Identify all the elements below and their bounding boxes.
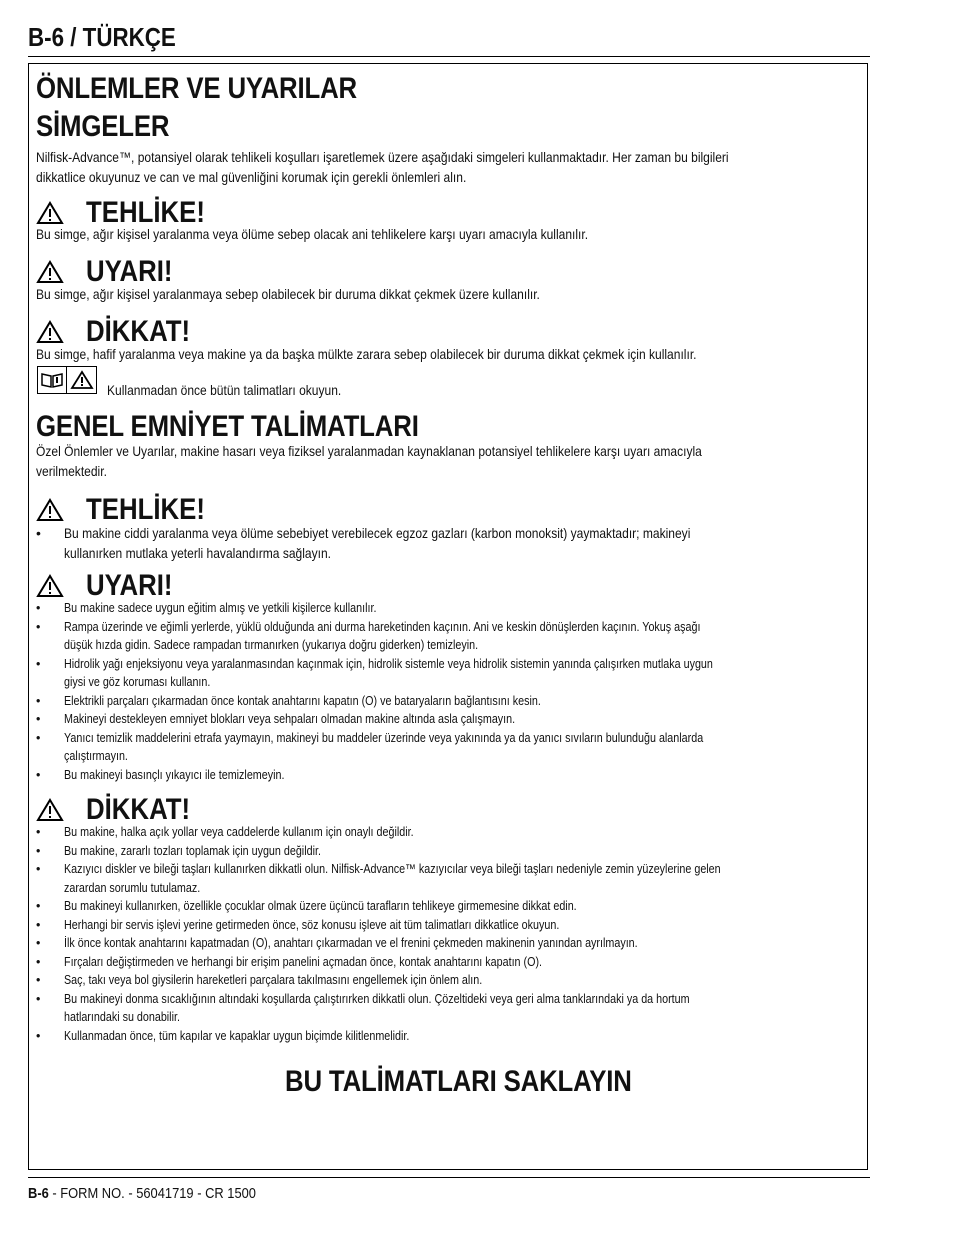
list-item: • Bu makineyi basınçlı yıkayıcı ile temizlemeyin. — [36, 767, 285, 782]
general-safety-text: Özel Önlemler ve Uyarılar, makine hasarı veya fiziksel yaralanmadan kaynaklanan potansiyel tehlikelere karşı uyarı amacıyla verilmektedir. — [36, 443, 702, 479]
warning-triangle-icon — [36, 320, 64, 344]
caution-list — [36, 823, 828, 1045]
symbol-caution-text: Bu simge, hafif yaralanma veya makine ya da başka mülkte zarara sebep olabilecek bir duruma dikkat çekmek için kullanılır. — [36, 346, 697, 362]
symbol-caution-heading: DİKKAT! — [36, 315, 207, 349]
list-item: • Bu makineyi kullanırken, özellikle çocuklar olmak üzere üçüncü tarafların tehlikeye girmemesine dikkat edin. — [36, 899, 577, 913]
list-item: • Bu makine sadece uygun eğitim almış ve yetkili kişilerce kullanılır. — [36, 601, 377, 615]
book-icon — [37, 366, 67, 394]
danger-list — [36, 523, 792, 563]
caution-heading: DİKKAT! — [36, 793, 207, 827]
symbol-danger-heading: TEHLİKE! — [36, 196, 224, 230]
symbol-warning-text: Bu simge, ağır kişisel yaralanmaya sebep olabilecek bir duruma dikkat çekmek üzere kullanılır. — [36, 286, 540, 302]
warning-triangle-icon — [67, 366, 97, 394]
list-item: • Yanıcı temizlik maddelerini etrafa yaymayın, makineyi bu maddeler üzerinde veya yakınında ya da yanıcı sıvıların bulunduğu alanlarda çalıştırmayın. — [36, 730, 704, 763]
read-manual-row — [37, 366, 379, 398]
symbol-warning-heading: UYARI! — [36, 255, 187, 289]
list-item: • Herhangi bir servis işlevi yerine getirmeden önce, söz konusu işleve ait tüm talimatları dikkatlice okuyun. — [36, 917, 560, 932]
save-instructions-title: BU TALİMATLARI SAKLAYIN — [285, 1065, 632, 1098]
general-safety-title: GENEL EMNİYET TALİMATLARI — [36, 410, 419, 443]
list-item: • Bu makine ciddi yaralanma veya ölüme sebebiyet verebilecek egzoz gazları (karbon monoksit) yaymaktadır; makineyi kullanırken mutlaka yeterli havalandırma sağlayın. — [36, 525, 691, 561]
list-item: • İlk önce kontak anahtarını kapatmadan (O), anahtarı çıkarmadan ve el frenini çekmeden makinenin yanından ayrılmayın. — [36, 936, 638, 950]
list-item: • Hidrolik yağı enjeksiyonu veya yaralanmasından kaçınmak için, hidrolik sistemle veya hidrolik sistemin yanında çalışırken mutlaka uygun giysi ve göz koruması kullanın. — [36, 656, 713, 689]
footer-rule — [28, 1177, 870, 1178]
list-item: • Kazıyıcı diskler ve bileği taşları kullanırken dikkatli olun. Nilfisk-Advance™ kazıyıcılar veya bileği taşları nedeniyle zemin yüzeylerine gelen zarardan sorumlu tutulamaz. — [36, 862, 721, 895]
danger-heading: TEHLİKE! — [36, 493, 224, 527]
section-title-symbols: SİMGELER — [36, 110, 170, 143]
footer-form-text: - FORM NO. - 56041719 - CR 1500 — [48, 1185, 256, 1202]
symbols-intro: Nilfisk-Advance™, potansiyel olarak tehlikeli koşulları işaretlemek üzere aşağıdaki simgeleri kullanmaktadır. Her zaman bu bilgileri dikkatlice okuyunuz ve can ve mal güvenliğini korumak için gerekli önlemleri alın. — [36, 149, 729, 185]
header-rule — [28, 56, 870, 57]
list-item: • Rampa üzerinde ve eğimli yerlerde, yüklü olduğunda ani durma hareketinden kaçının. Ani ve keskin dönüşlerden kaçının. Yokuş aşağı düşük hızda gidin. Sadece rampadan tırmanırken (yukarıya doğru giderken) temizleyin. — [36, 619, 701, 652]
list-item: • Saç, takı veya bol giysilerin hareketleri parçalara takılmasını engellemek için önlem alın. — [36, 973, 483, 987]
warning-triangle-icon — [36, 260, 64, 284]
list-item: • Fırçaları değiştirmeden ve herhangi bir erişim panelini açmadan önce, kontak anahtarını kapatın (O). — [36, 954, 543, 969]
read-manual-text: Kullanmadan önce bütün talimatları okuyun. — [107, 382, 342, 398]
content-frame — [28, 63, 868, 1170]
footer-page-number: B-6 — [28, 1185, 49, 1202]
list-item: • Elektrikli parçaları çıkarmadan önce kontak anahtarını kapatın (O) ve bataryaların bağlantısını kesin. — [36, 693, 541, 708]
list-item: • Kullanmadan önce, tüm kapılar ve kapaklar uygun biçimde kilitlenmelidir. — [36, 1028, 410, 1043]
page-footer — [28, 1185, 293, 1202]
list-item: • Bu makine, zararlı tozları toplamak için uygun değildir. — [36, 843, 321, 858]
page-header-title: B-6 / TÜRKÇE — [28, 22, 176, 52]
warning-triangle-icon — [36, 798, 64, 822]
symbol-danger-text: Bu simge, ağır kişisel yaralanma veya ölüme sebep olacak ani tehlikelere karşı uyarı amacıyla kullanılır. — [36, 226, 589, 242]
warning-heading: UYARI! — [36, 569, 187, 603]
list-item: • Bu makine, halka açık yollar veya caddelerde kullanım için onaylı değildir. — [36, 825, 414, 839]
list-item: • Bu makineyi donma sıcaklığının altındaki koşullarda çalıştırırken dikkatli olun. Çözeltideki veya geri alma tanklarındaki ya da hortum hatlarındaki su donabilir. — [36, 991, 690, 1024]
warning-triangle-icon — [36, 498, 64, 522]
section-title-precautions: ÖNLEMLER VE UYARILAR — [36, 72, 358, 105]
list-item: • Makineyi destekleyen emniyet blokları veya sehpaları olmadan makine altında asla çalışmayın. — [36, 712, 516, 726]
warning-list — [36, 599, 819, 784]
warning-triangle-icon — [36, 574, 64, 598]
warning-triangle-icon — [36, 201, 64, 225]
